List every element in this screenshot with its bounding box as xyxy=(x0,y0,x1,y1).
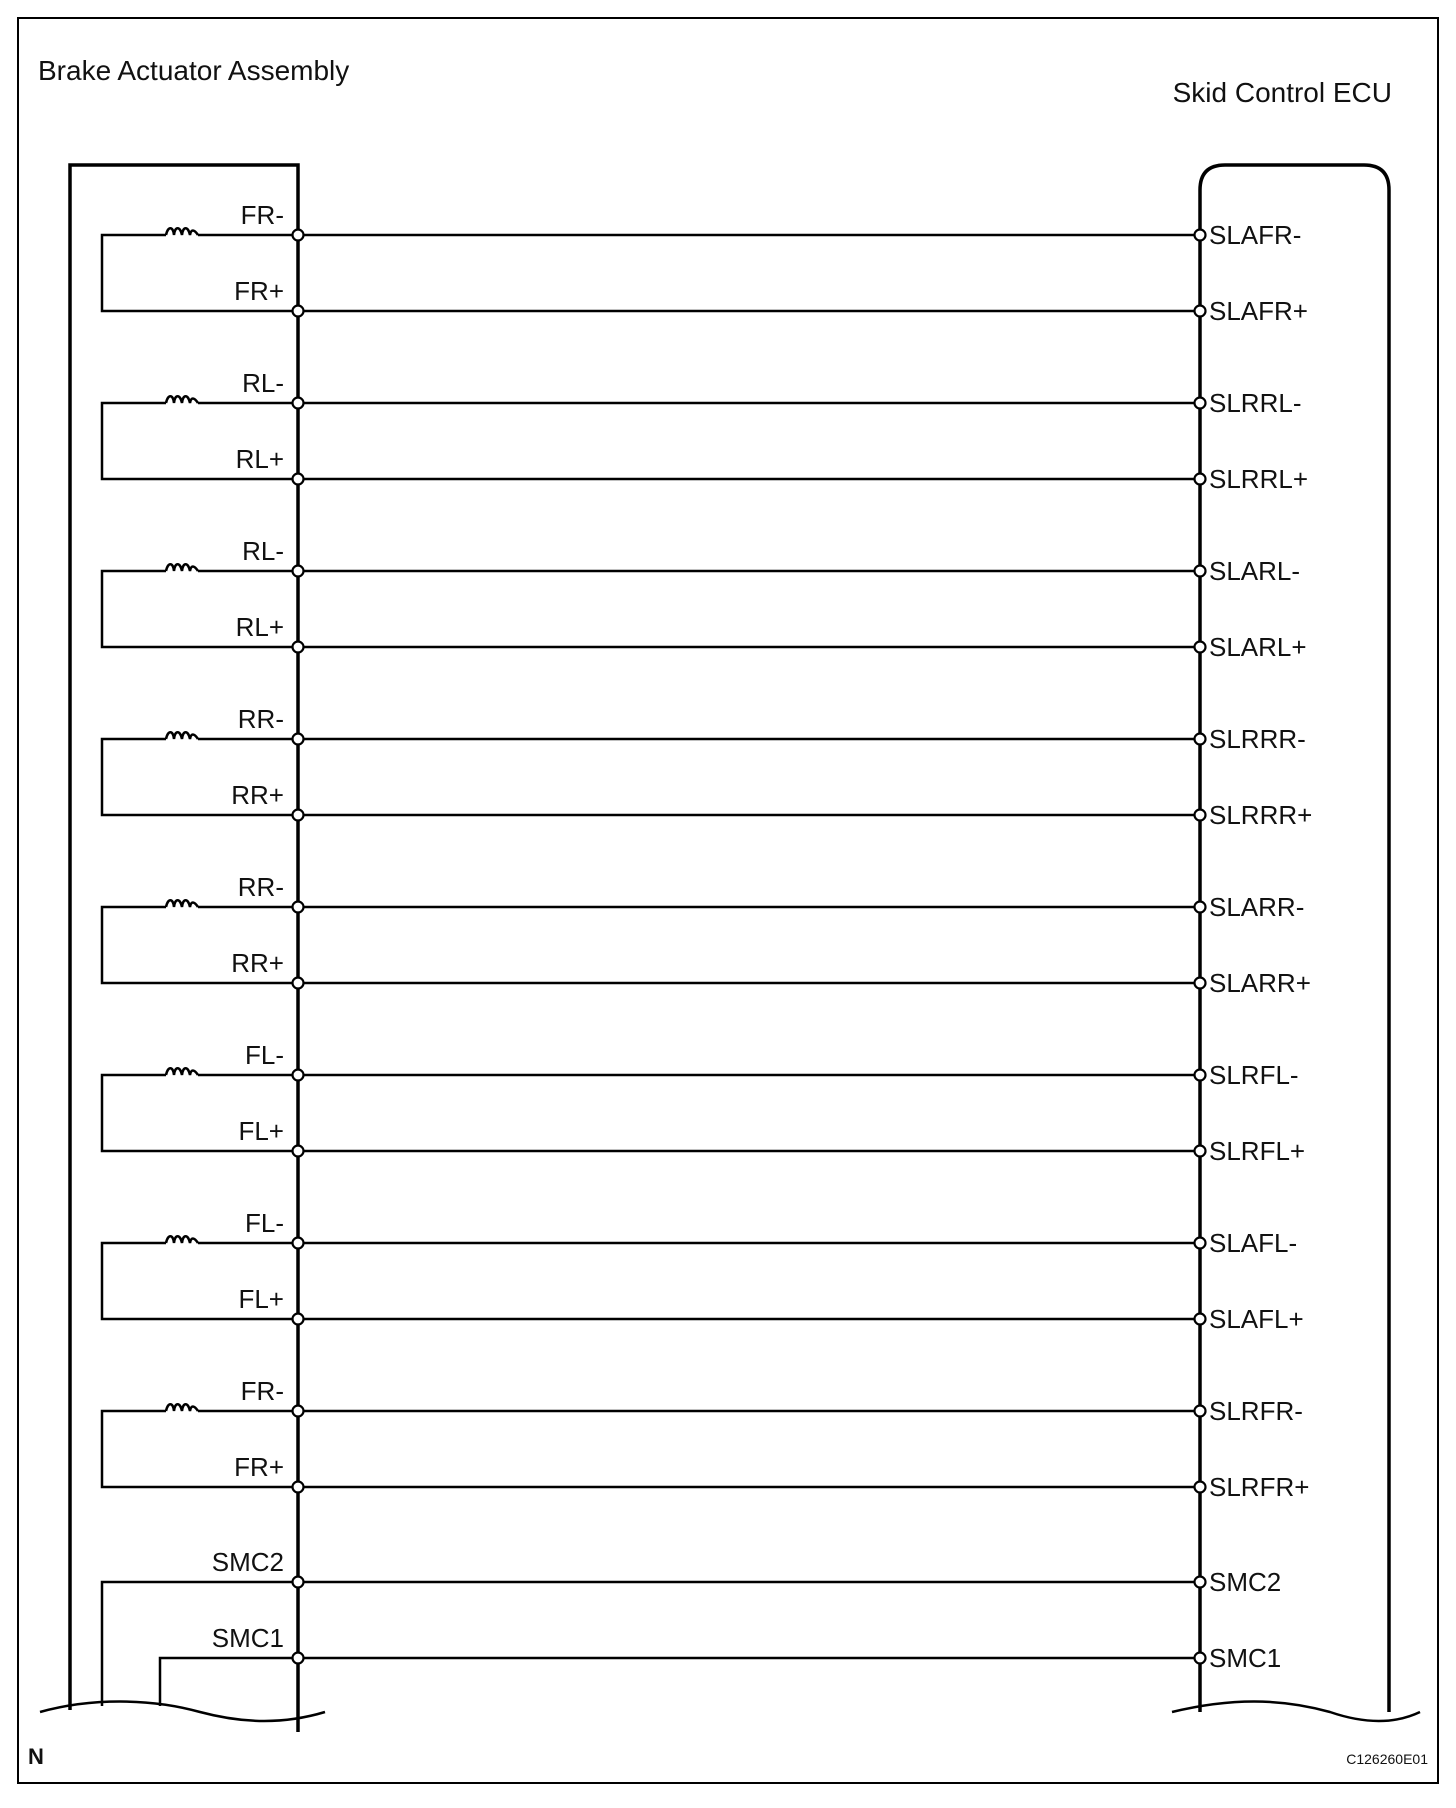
figure-code: C126260E01 xyxy=(1346,1751,1428,1767)
sensor-lines xyxy=(102,1547,1281,1706)
terminal-icon xyxy=(293,978,304,989)
left-component-title: Brake Actuator Assembly xyxy=(38,55,350,86)
actuator-pin-minus-label: FR- xyxy=(240,1376,284,1406)
terminal-icon xyxy=(1195,230,1206,241)
terminal-icon xyxy=(1195,978,1206,989)
terminal-icon xyxy=(1195,1146,1206,1157)
actuator-pin-plus-label: RR+ xyxy=(231,948,284,978)
terminal-icon xyxy=(293,642,304,653)
terminal-icon xyxy=(1195,1314,1206,1325)
terminal-icon xyxy=(1195,810,1206,821)
ecu-pin-minus-label: SLRFR- xyxy=(1209,1396,1303,1426)
terminal-icon xyxy=(1195,1482,1206,1493)
terminal-icon xyxy=(1195,1238,1206,1249)
terminal-icon xyxy=(293,1406,304,1417)
terminal-icon xyxy=(1195,398,1206,409)
terminal-icon xyxy=(293,1482,304,1493)
terminal-icon xyxy=(293,398,304,409)
ecu-pin-minus-label: SLAFL- xyxy=(1209,1228,1298,1258)
solenoid-coil-icon xyxy=(166,1068,198,1075)
terminal-icon xyxy=(293,566,304,577)
actuator-sensor-pin-label: SMC1 xyxy=(211,1623,284,1653)
solenoid-coil-icon xyxy=(166,732,198,739)
terminal-icon xyxy=(293,902,304,913)
terminal-icon xyxy=(293,230,304,241)
solenoid-circuit xyxy=(102,536,1307,662)
solenoid-coil-icon xyxy=(166,900,198,907)
terminal-icon xyxy=(1195,1406,1206,1417)
solenoid-circuit xyxy=(102,200,1308,326)
actuator-pin-plus-label: RL+ xyxy=(235,612,284,642)
ecu-sensor-pin-label: SMC1 xyxy=(1209,1643,1282,1673)
ecu-pin-minus-label: SLRRR- xyxy=(1209,724,1306,754)
sensor-circuit xyxy=(160,1623,1281,1706)
terminal-icon xyxy=(1195,306,1206,317)
terminal-icon xyxy=(1195,734,1206,745)
ecu-pin-plus-label: SLRRR+ xyxy=(1209,800,1313,830)
terminal-icon xyxy=(1195,1653,1206,1664)
terminal-icon xyxy=(293,810,304,821)
solenoid-coil-icon xyxy=(166,1236,198,1243)
solenoid-circuit xyxy=(102,1208,1304,1334)
right-component-title: Skid Control ECU xyxy=(1172,77,1392,108)
actuator-pin-minus-label: RL- xyxy=(242,536,284,566)
actuator-break-line xyxy=(40,1702,325,1722)
terminal-icon xyxy=(1195,566,1206,577)
ecu-sensor-pin-label: SMC2 xyxy=(1209,1567,1282,1597)
solenoid-coil-icon xyxy=(166,564,198,571)
ecu-pin-plus-label: SLRRL+ xyxy=(1209,464,1308,494)
terminal-icon xyxy=(293,1070,304,1081)
solenoid-circuit xyxy=(102,1376,1309,1502)
actuator-pin-plus-label: FL+ xyxy=(238,1116,284,1146)
terminal-icon xyxy=(1195,474,1206,485)
ecu-pin-minus-label: SLRFL- xyxy=(1209,1060,1299,1090)
terminal-icon xyxy=(293,474,304,485)
terminal-icon xyxy=(293,734,304,745)
ecu-pin-plus-label: SLARR+ xyxy=(1209,968,1311,998)
actuator-sensor-pin-label: SMC2 xyxy=(211,1547,284,1577)
actuator-pin-plus-label: FR+ xyxy=(234,276,284,306)
ecu-pin-plus-label: SLAFR+ xyxy=(1209,296,1308,326)
terminal-icon xyxy=(293,1577,304,1588)
ecu-break-line xyxy=(1172,1702,1420,1722)
actuator-pin-minus-label: FL- xyxy=(245,1208,284,1238)
terminal-icon xyxy=(293,1146,304,1157)
ecu-pin-plus-label: SLARL+ xyxy=(1209,632,1307,662)
actuator-pin-minus-label: RR- xyxy=(237,704,284,734)
terminal-icon xyxy=(293,1314,304,1325)
ecu-pin-minus-label: SLARL- xyxy=(1209,556,1301,586)
actuator-pin-plus-label: FL+ xyxy=(238,1284,284,1314)
solenoid-circuit xyxy=(102,368,1308,494)
solenoid-circuit xyxy=(102,1040,1305,1166)
terminal-icon xyxy=(1195,1577,1206,1588)
actuator-pin-minus-label: RL- xyxy=(242,368,284,398)
terminal-icon xyxy=(293,1238,304,1249)
ecu-pin-minus-label: SLAFR- xyxy=(1209,220,1302,250)
terminal-icon xyxy=(1195,902,1206,913)
ecu-pin-minus-label: SLARR- xyxy=(1209,892,1305,922)
actuator-pin-plus-label: FR+ xyxy=(234,1452,284,1482)
ecu-pin-plus-label: SLRFR+ xyxy=(1209,1472,1310,1502)
actuator-pin-minus-label: FR- xyxy=(240,200,284,230)
ecu-pin-plus-label: SLAFL+ xyxy=(1209,1304,1304,1334)
solenoid-pairs xyxy=(102,200,1312,1502)
terminal-icon xyxy=(293,306,304,317)
sensor-wire xyxy=(160,1658,1200,1706)
actuator-pin-plus-label: RR+ xyxy=(231,780,284,810)
terminal-icon xyxy=(1195,642,1206,653)
solenoid-circuit xyxy=(102,872,1311,998)
solenoid-coil-icon xyxy=(166,396,198,403)
terminal-icon xyxy=(1195,1070,1206,1081)
solenoid-coil-icon xyxy=(166,228,198,235)
ecu-pin-minus-label: SLRRL- xyxy=(1209,388,1302,418)
corner-label: N xyxy=(28,1744,44,1769)
terminal-icon xyxy=(293,1653,304,1664)
actuator-pin-minus-label: RR- xyxy=(237,872,284,902)
ecu-pin-plus-label: SLRFL+ xyxy=(1209,1136,1306,1166)
solenoid-circuit xyxy=(102,704,1312,830)
actuator-pin-minus-label: FL- xyxy=(245,1040,284,1070)
solenoid-coil-icon xyxy=(166,1404,198,1411)
actuator-pin-plus-label: RL+ xyxy=(235,444,284,474)
